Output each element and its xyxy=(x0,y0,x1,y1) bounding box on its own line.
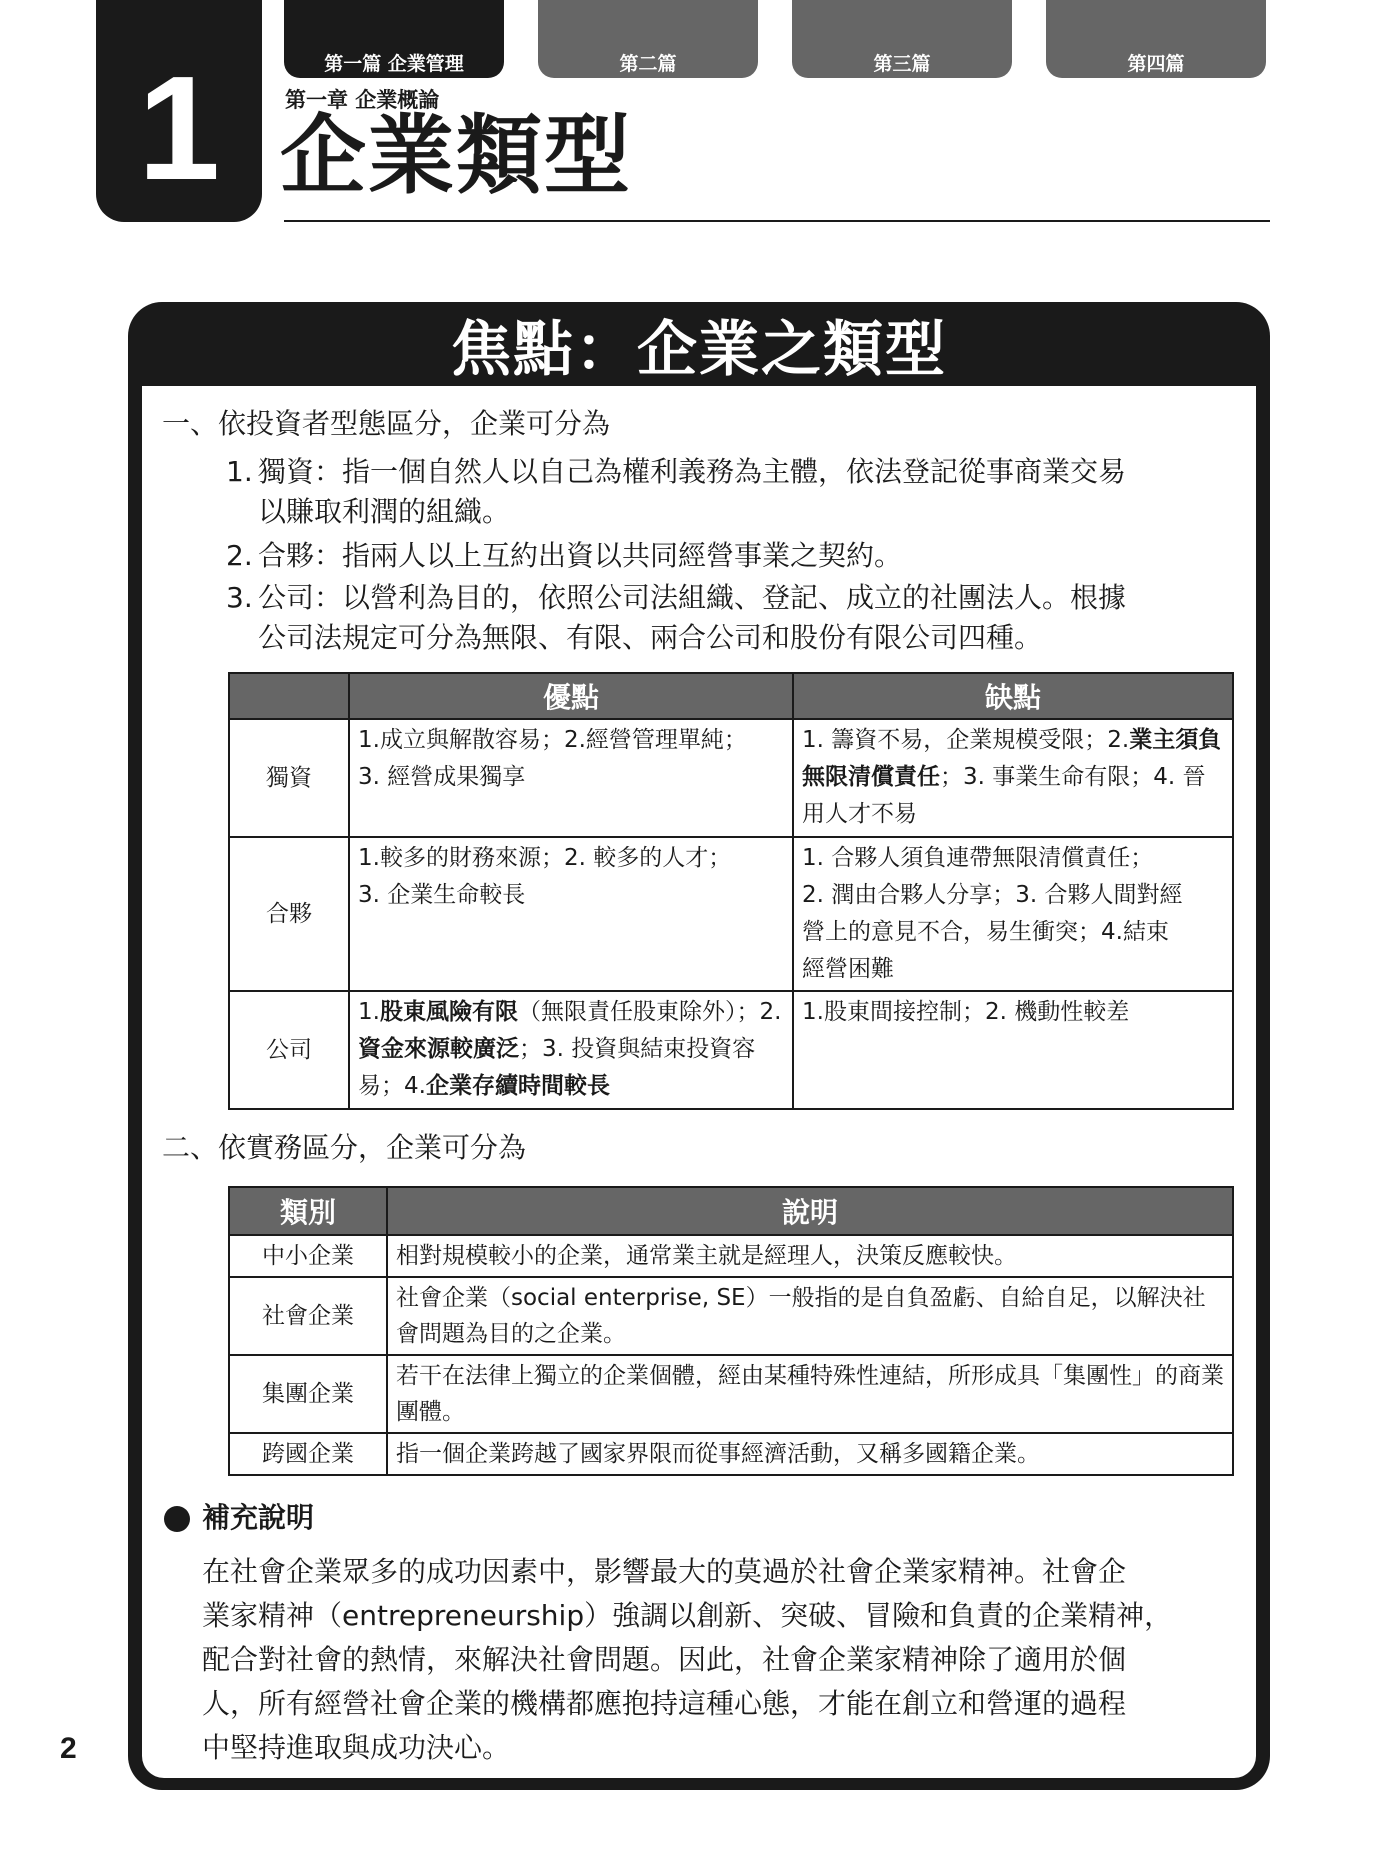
row-label: 獨資 xyxy=(229,719,349,837)
header-cons: 缺點 xyxy=(793,673,1233,719)
tab-part-1[interactable]: 第一篇 企業管理 xyxy=(284,0,504,78)
pros-text: （無限責任股東除外）；2. xyxy=(517,999,782,1025)
item-text-cont: 以賺取利潤的組織。 xyxy=(258,495,511,528)
table-row xyxy=(229,1355,1233,1433)
chapter-title: 企業類型 xyxy=(280,106,632,206)
row-label: 中小企業 xyxy=(229,1235,387,1277)
table-row xyxy=(229,991,1233,1109)
item-text: 公司：以營利為目的，依照公司法組織、登記、成立的社團法人。根據 xyxy=(258,581,1127,614)
pros-emphasis: 資金來源較廣泛 xyxy=(358,1036,519,1062)
chapter-number-block xyxy=(96,0,262,222)
list-item xyxy=(226,536,1246,576)
pros-line: 1.成立與解散容易；2.經營管理單純； xyxy=(358,727,747,753)
supplement-line: 業家精神（entrepreneurship）強調以創新、突破、冒險和負責的企業精神， xyxy=(202,1599,1173,1632)
item-number: 2. xyxy=(226,539,253,572)
item-number: 3. xyxy=(226,581,253,614)
item-number: 1. xyxy=(226,455,253,488)
cons-cell xyxy=(793,837,1233,991)
header-divider xyxy=(284,220,1270,222)
section-2-heading: 二、依實務區分，企業可分為 xyxy=(162,1131,527,1164)
pros-line: 3. 經營成果獨享 xyxy=(358,764,526,790)
supplement-line: 在社會企業眾多的成功因素中，影響最大的莫過於社會企業家精神。社會企 xyxy=(202,1555,1127,1588)
row-description: 指一個企業跨越了國家界限而從事經濟活動，又稱多國籍企業。 xyxy=(387,1433,1233,1475)
business-type-comparison-table xyxy=(228,672,1234,1110)
cons-emphasis: 業主須負無限清償責任 xyxy=(802,727,1222,790)
row-label: 集團企業 xyxy=(229,1355,387,1433)
pros-cell xyxy=(349,719,793,837)
pros-cell xyxy=(349,991,793,1109)
table-row xyxy=(229,1235,1233,1277)
supplement-title: 補充說明 xyxy=(202,1501,315,1534)
practical-type-table xyxy=(228,1186,1234,1476)
chapter-subtitle: 第一章 企業概論 xyxy=(285,88,440,112)
table-header-row xyxy=(229,1187,1233,1235)
tab-part-3[interactable]: 第三篇 xyxy=(792,0,1012,78)
cons-line: 2. 潤由合夥人分享；3. 合夥人間對經 xyxy=(802,882,1183,908)
pros-line: 3. 企業生命較長 xyxy=(358,882,526,908)
header-pros: 優點 xyxy=(349,673,793,719)
section-1-heading: 一、依投資者型態區分，企業可分為 xyxy=(162,407,611,440)
focus-title: 焦點：企業之類型 xyxy=(451,315,947,385)
bullet-icon xyxy=(164,1506,190,1532)
supplement-line: 人，所有經營社會企業的機構都應抱持這種心態，才能在創立和營運的過程 xyxy=(202,1687,1127,1720)
table-row xyxy=(229,1277,1233,1355)
row-description: 若干在法律上獨立的企業個體，經由某種特殊性連結，所形成具「集團性」的商業團體。 xyxy=(387,1355,1233,1433)
header-category: 類別 xyxy=(229,1187,387,1235)
table-row xyxy=(229,719,1233,837)
pros-emphasis: 企業存續時間較長 xyxy=(425,1073,610,1099)
header-empty xyxy=(229,673,349,719)
cons-line: 經營困難 xyxy=(802,956,894,982)
supplement-line: 配合對社會的熱情，來解決社會問題。因此，社會企業家精神除了適用於個 xyxy=(202,1643,1127,1676)
pros-line: 1.較多的財務來源；2. 較多的人才； xyxy=(358,845,732,871)
row-label: 公司 xyxy=(229,991,349,1109)
supplement-body xyxy=(202,1550,1242,1770)
item-text: 合夥：指兩人以上互約出資以共同經營事業之契約。 xyxy=(258,539,903,572)
page-number: 2 xyxy=(60,1732,77,1765)
row-description: 社會企業（social enterprise, SE）一般指的是自負盈虧、自給自足，以解決社會問題為目的之企業。 xyxy=(387,1277,1233,1355)
supplement-line: 中堅持進取與成功決心。 xyxy=(202,1731,511,1764)
table-row xyxy=(229,837,1233,991)
tab-part-2[interactable]: 第二篇 xyxy=(538,0,758,78)
pros-emphasis: 股東風險有限 xyxy=(379,999,518,1025)
pros-text: 1. xyxy=(358,999,380,1025)
tab-part-4[interactable]: 第四篇 xyxy=(1046,0,1266,78)
chapter-number: 1 xyxy=(137,46,221,211)
cons-cell: 1.股東間接控制；2. 機動性較差 xyxy=(793,991,1233,1109)
table-header-row xyxy=(229,673,1233,719)
row-label: 合夥 xyxy=(229,837,349,991)
cons-line: 營上的意見不合，易生衝突；4.結束 xyxy=(802,919,1169,945)
cons-text: ；3. 事業生命有限；4. 晉用人才不易 xyxy=(802,764,1206,827)
list-item xyxy=(226,578,1246,658)
row-label: 社會企業 xyxy=(229,1277,387,1355)
header-description: 說明 xyxy=(387,1187,1233,1235)
table-row xyxy=(229,1433,1233,1475)
pros-cell xyxy=(349,837,793,991)
cons-text: 1. 籌資不易，企業規模受限；2. xyxy=(802,727,1130,753)
part-tabs xyxy=(284,0,1284,80)
cons-cell xyxy=(793,719,1233,837)
pros-text: ；3. 投資與結束投資容易；4. xyxy=(358,1036,756,1099)
cons-line: 1. 合夥人須負連帶無限清償責任； xyxy=(802,845,1154,871)
list-item xyxy=(226,452,1246,532)
item-text: 獨資：指一個自然人以自己為權利義務為主體，依法登記從事商業交易 xyxy=(258,455,1127,488)
row-description: 相對規模較小的企業，通常業主就是經理人，決策反應較快。 xyxy=(387,1235,1233,1277)
row-label: 跨國企業 xyxy=(229,1433,387,1475)
item-text-cont: 公司法規定可分為無限、有限、兩合公司和股份有限公司四種。 xyxy=(258,621,1043,654)
